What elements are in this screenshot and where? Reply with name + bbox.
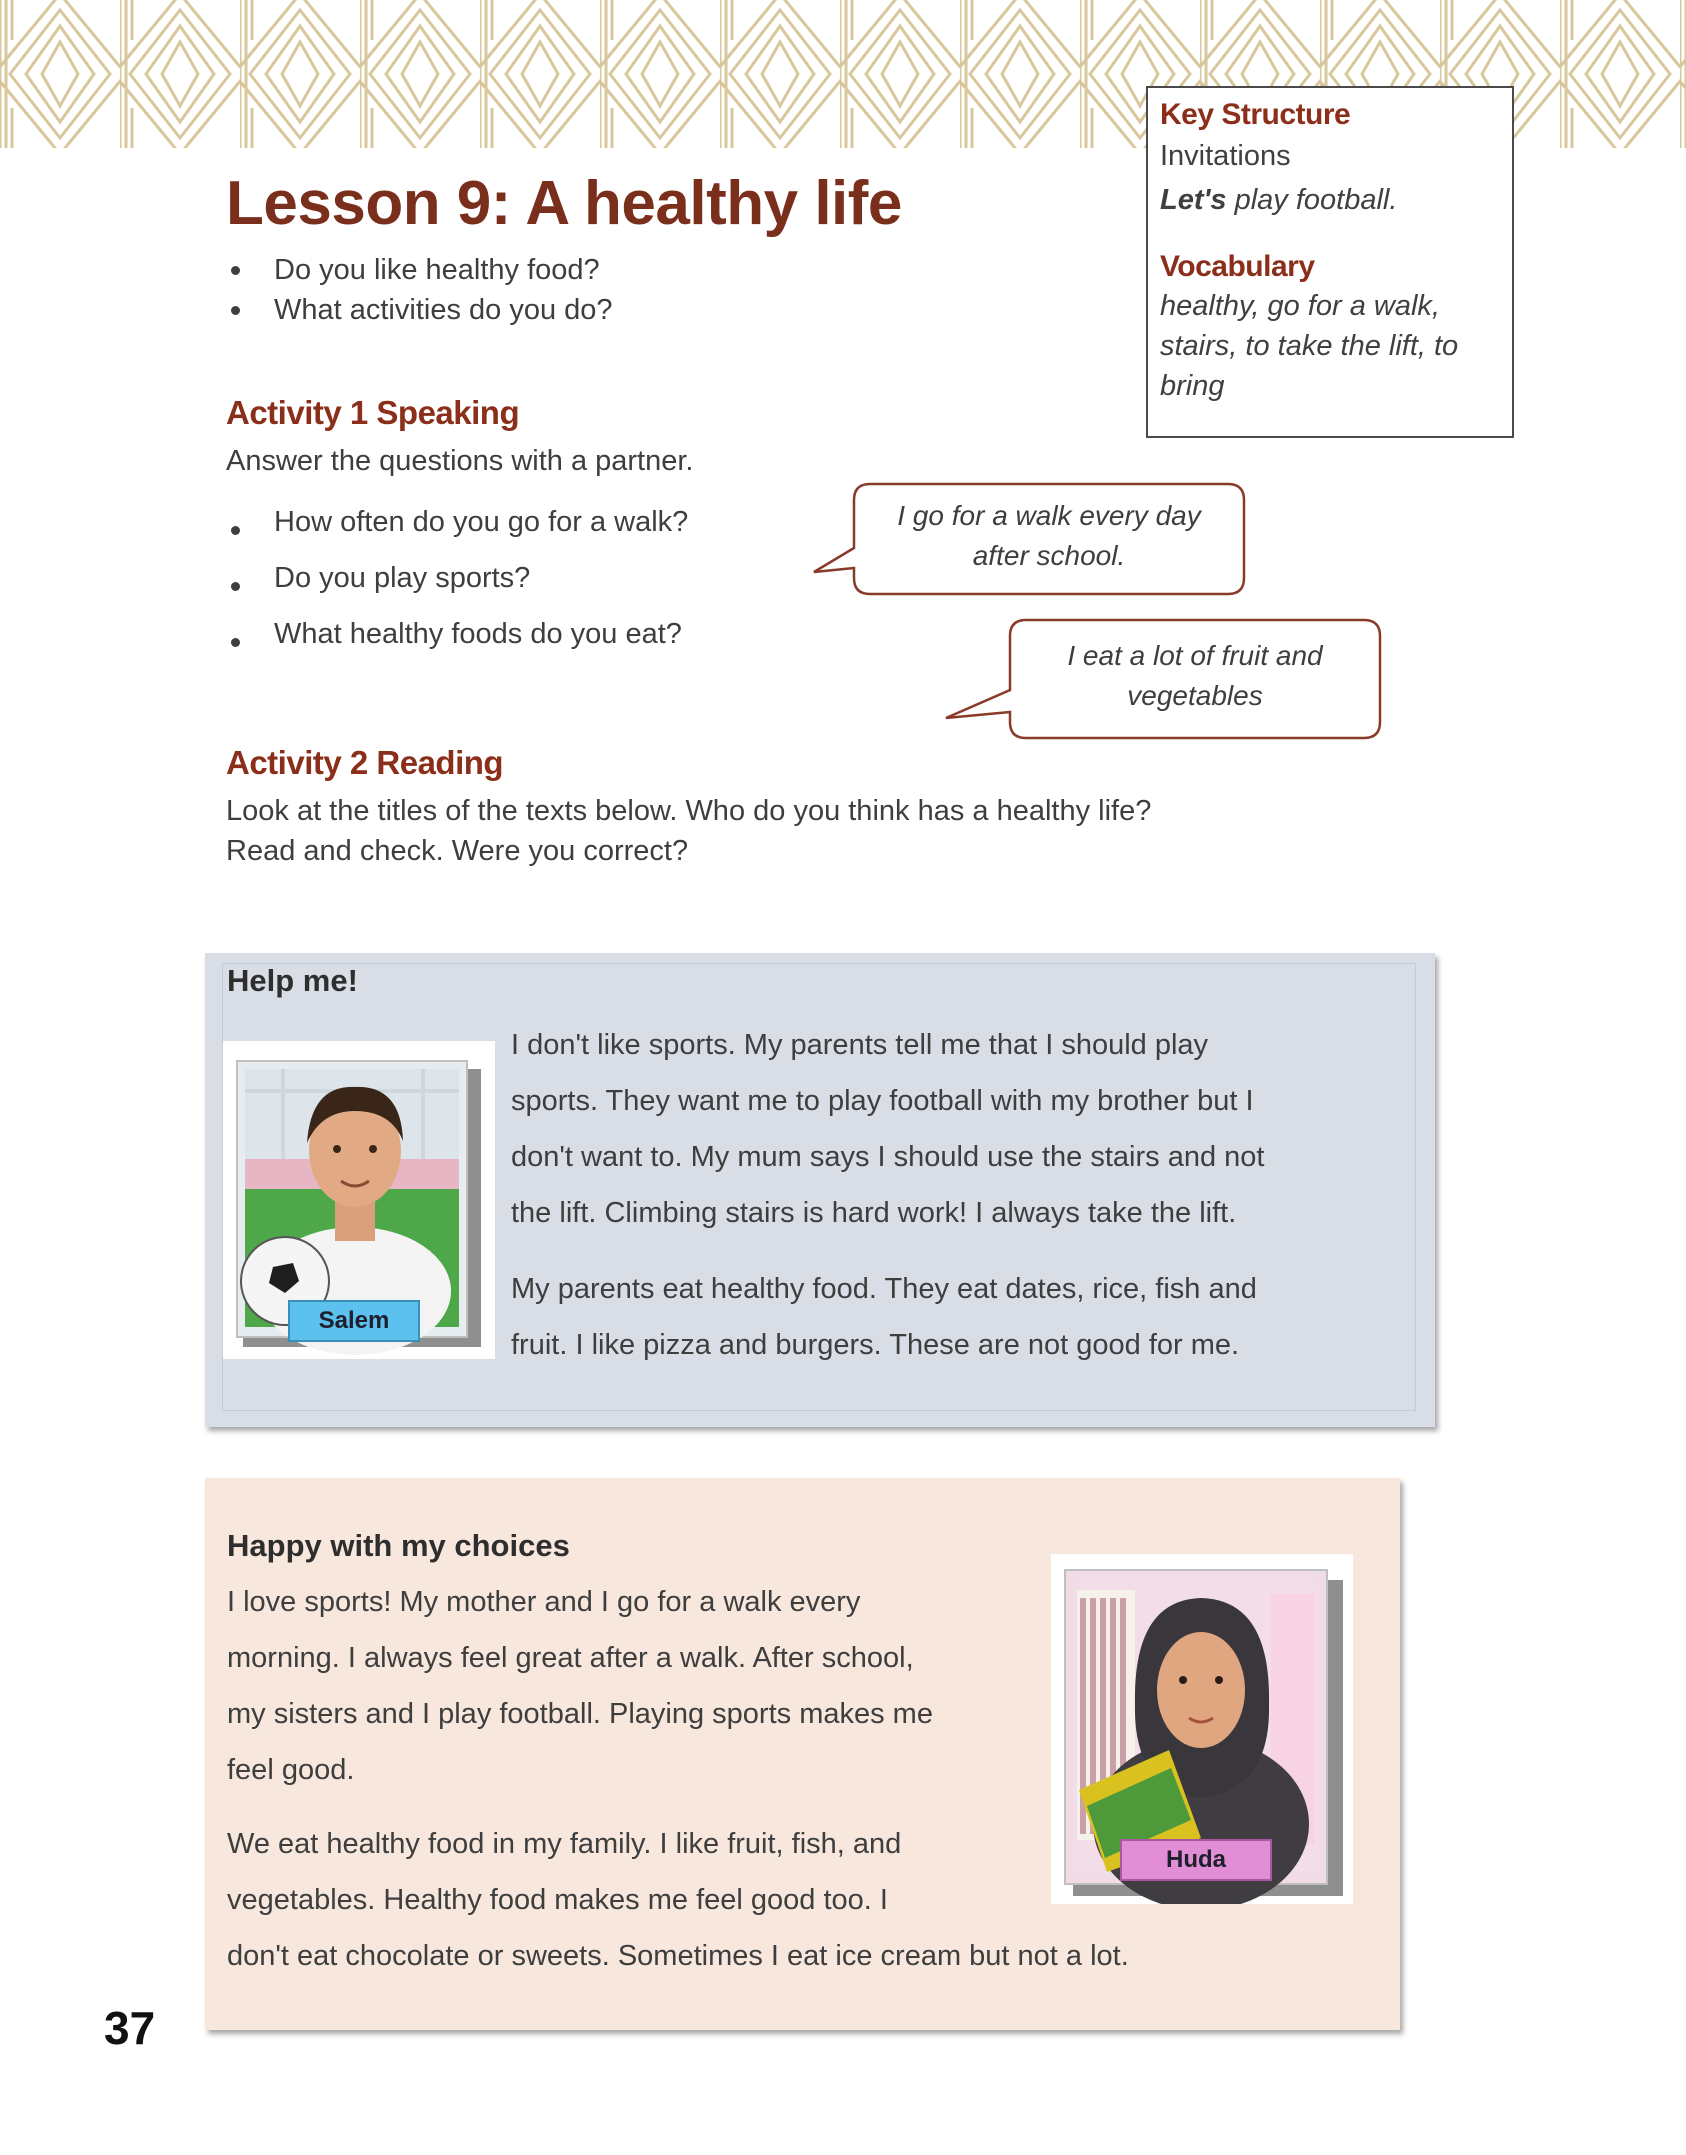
vocabulary-line: bring: [1160, 370, 1225, 402]
text-line: morning. I always feel great after a walk. After school,: [227, 1642, 914, 1674]
reading-card-title: Help me!: [227, 963, 358, 998]
reading-card-happy-with-my-choices: [205, 1478, 1400, 2030]
key-structure-example-bold: Let's: [1160, 184, 1227, 216]
vocabulary-line: healthy, go for a walk,: [1160, 290, 1440, 322]
salem-photo: [223, 1041, 495, 1359]
text-line: fruit. I like pizza and burgers. These are not good for me.: [511, 1329, 1240, 1361]
activity2-instruction-line: Look at the titles of the texts below. Who do you think has a healthy life?: [226, 795, 1152, 827]
reading-card-title: Happy with my choices: [227, 1528, 570, 1563]
text-line: vegetables. Healthy food makes me feel good too. I: [227, 1884, 888, 1916]
speaking-question: Do you play sports?: [226, 558, 688, 614]
text-line: my sisters and I play football. Playing sports makes me: [227, 1698, 933, 1730]
intro-question: What activities do you do?: [226, 290, 613, 330]
activity1-heading: Activity 1 Speaking: [226, 394, 520, 431]
vocabulary-heading: Vocabulary: [1160, 250, 1315, 283]
speech-bubble-line: I eat a lot of fruit and: [1067, 640, 1323, 671]
text-line: the lift. Climbing stairs is hard work! I always take the lift.: [511, 1197, 1237, 1229]
vocabulary-line: stairs, to take the lift, to: [1160, 330, 1459, 362]
salem-name-tag: Salem: [318, 1307, 390, 1334]
speech-bubbles: [0, 0, 1686, 760]
activity1-instruction: Answer the questions with a partner.: [226, 445, 694, 477]
page-number: 37: [104, 2002, 156, 2054]
reading-text-1-para-2: [511, 1261, 1391, 1373]
speech-bubble-line: I go for a walk every day: [897, 500, 1201, 531]
speech-bubble-line: after school.: [972, 540, 1126, 571]
key-structure-topic: Invitations: [1160, 140, 1291, 172]
speech-bubble-2-text: [1010, 636, 1380, 716]
reading-text-2-para-1: [227, 1574, 1047, 1798]
activity2-heading: Activity 2 Reading: [226, 744, 504, 781]
text-line: I don't like sports. My parents tell me that I should play: [511, 1029, 1209, 1061]
key-structure-example-rest: play football.: [1226, 184, 1398, 216]
activity2-instruction-line: Read and check. Were you correct?: [226, 835, 689, 867]
activity2-instructions: [226, 791, 1151, 871]
reading-card-help-me: [205, 953, 1435, 1427]
text-line: We eat healthy food in my family. I like fruit, fish, and: [227, 1828, 902, 1860]
text-line: don't eat chocolate or sweets. Sometimes I eat ice cream but not a lot.: [227, 1940, 1129, 1972]
huda-photo: [1051, 1554, 1353, 1904]
speaking-question: What healthy foods do you eat?: [226, 614, 688, 670]
text-line: I love sports! My mother and I go for a walk every: [227, 1586, 861, 1618]
intro-question: Do you like healthy food?: [226, 250, 613, 290]
reading-text-1-para-1: [511, 1017, 1391, 1241]
text-line: don't want to. My mum says I should use the stairs and not: [511, 1141, 1265, 1173]
huda-name-tag: Huda: [1166, 1846, 1226, 1873]
speech-bubble-line: vegetables: [1127, 680, 1263, 711]
speech-bubble-1-text: [854, 496, 1244, 576]
key-structure-heading: Key Structure: [1160, 98, 1351, 131]
lesson-title: Lesson 9: A healthy life: [226, 169, 902, 238]
text-line: sports. They want me to play football with my brother but I: [511, 1085, 1254, 1117]
text-line: feel good.: [227, 1754, 355, 1786]
text-line: My parents eat healthy food. They eat dates, rice, fish and: [511, 1273, 1257, 1305]
speaking-question: How often do you go for a walk?: [226, 502, 688, 558]
